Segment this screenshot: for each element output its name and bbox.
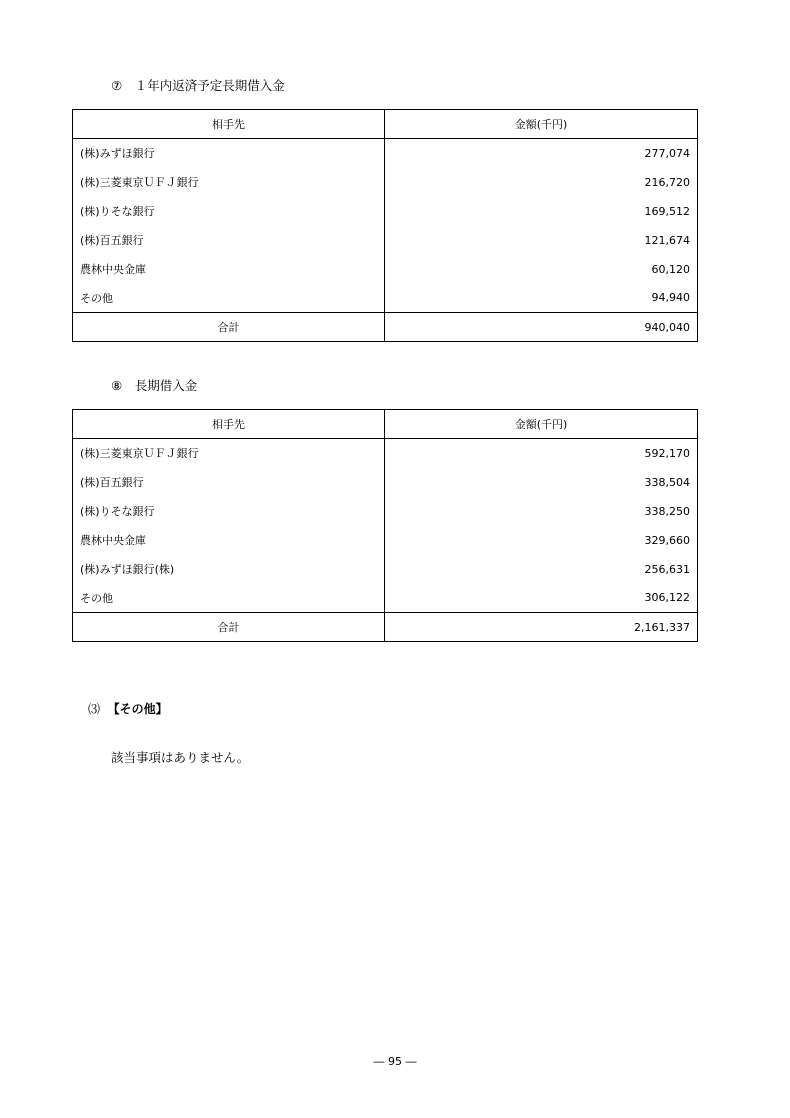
counterparty-cell: (株)みずほ銀行 bbox=[73, 139, 385, 168]
amount-cell: 306,122 bbox=[644, 591, 690, 605]
table-row bbox=[73, 497, 698, 526]
table-row bbox=[73, 284, 698, 313]
table-row bbox=[73, 139, 698, 168]
column-header-amount: 金額(千円) bbox=[385, 110, 698, 139]
table-row bbox=[73, 526, 698, 555]
counterparty-cell: (株)三菱東京ＵＦＪ銀行 bbox=[73, 168, 385, 197]
section3-heading bbox=[88, 700, 168, 717]
table-row bbox=[73, 439, 698, 468]
amount-cell: 60,120 bbox=[651, 262, 690, 276]
counterparty-cell: (株)百五銀行 bbox=[73, 226, 385, 255]
table-row bbox=[73, 584, 698, 613]
short-term-portion-table bbox=[72, 109, 698, 342]
amount-cell: 216,720 bbox=[644, 175, 690, 189]
total-amount: 940,040 bbox=[385, 313, 698, 342]
section8-heading: ⑧ 長期借入金 bbox=[111, 378, 198, 393]
table-row bbox=[73, 555, 698, 584]
amount-cell: 329,660 bbox=[644, 533, 690, 547]
counterparty-cell: (株)百五銀行 bbox=[73, 468, 385, 497]
total-label: 合計 bbox=[73, 613, 385, 642]
amount-cell: 338,504 bbox=[644, 475, 690, 489]
amount-cell: 338,250 bbox=[644, 504, 690, 518]
table-header-row bbox=[73, 110, 698, 139]
counterparty-cell: その他 bbox=[73, 284, 385, 313]
amount-cell: 256,631 bbox=[644, 562, 690, 576]
section3-title: 【その他】 bbox=[107, 702, 168, 716]
table-row bbox=[73, 255, 698, 284]
counterparty-cell: (株)りそな銀行 bbox=[73, 497, 385, 526]
table-row bbox=[73, 468, 698, 497]
total-row bbox=[73, 313, 698, 342]
counterparty-cell: 農林中央金庫 bbox=[73, 526, 385, 555]
table-row bbox=[73, 197, 698, 226]
column-header-counterparty: 相手先 bbox=[73, 110, 385, 139]
amount-cell: 592,170 bbox=[644, 446, 690, 460]
section3-number: ⑶ bbox=[88, 702, 101, 716]
amount-cell: 277,074 bbox=[644, 146, 690, 160]
counterparty-cell: (株)りそな銀行 bbox=[73, 197, 385, 226]
counterparty-cell: 農林中央金庫 bbox=[73, 255, 385, 284]
counterparty-cell: (株)みずほ銀行(株) bbox=[73, 555, 385, 584]
amount-cell: 121,674 bbox=[644, 233, 690, 247]
page-number: ― 95 ― bbox=[373, 1055, 417, 1068]
counterparty-cell: その他 bbox=[73, 584, 385, 613]
table-header-row bbox=[73, 410, 698, 439]
counterparty-cell: (株)三菱東京ＵＦＪ銀行 bbox=[73, 439, 385, 468]
total-amount: 2,161,337 bbox=[385, 613, 698, 642]
long-term-loans-table bbox=[72, 409, 698, 642]
total-label: 合計 bbox=[73, 313, 385, 342]
column-header-amount: 金額(千円) bbox=[385, 410, 698, 439]
amount-cell: 94,940 bbox=[651, 291, 690, 305]
table-row bbox=[73, 226, 698, 255]
section7-heading: ⑦ １年内返済予定長期借入金 bbox=[111, 78, 285, 93]
column-header-counterparty: 相手先 bbox=[73, 410, 385, 439]
amount-cell: 169,512 bbox=[644, 204, 690, 218]
section3-note: 該当事項はありません。 bbox=[111, 750, 250, 765]
table-row bbox=[73, 168, 698, 197]
total-row bbox=[73, 613, 698, 642]
